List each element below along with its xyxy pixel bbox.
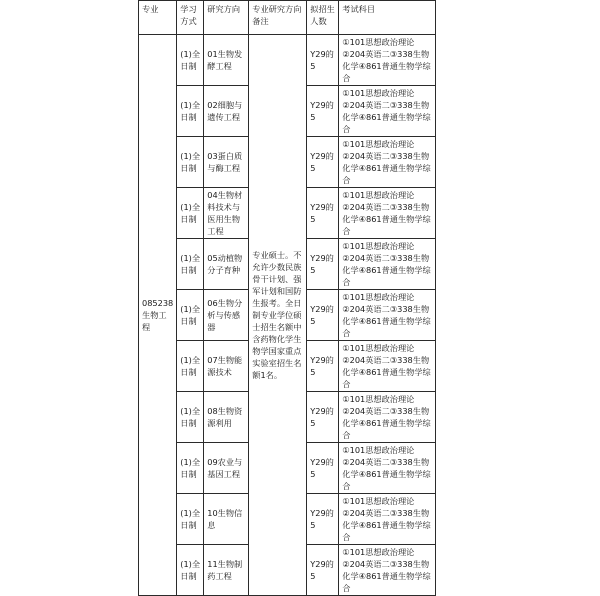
exam-subjects-cell: ①101思想政治理论②204英语二③338生物化学④861普通生物学综合 (339, 86, 436, 137)
quota-cell: Y29的5 (307, 545, 339, 596)
table-row (139, 35, 436, 86)
study-mode-cell: (1)全日制 (177, 35, 204, 86)
research-direction-cell: 07生物能源技术 (204, 341, 249, 392)
research-direction-cell: 02细胞与遗传工程 (204, 86, 249, 137)
quota-cell: Y29的5 (307, 137, 339, 188)
exam-subjects-cell: ①101思想政治理论②204英语二③338生物化学④861普通生物学综合 (339, 188, 436, 239)
quota-cell: Y29的5 (307, 443, 339, 494)
research-direction-cell: 08生物资源利用 (204, 392, 249, 443)
admissions-table (138, 0, 436, 596)
quota-cell: Y29的5 (307, 392, 339, 443)
quota-cell: Y29的5 (307, 494, 339, 545)
study-mode-cell: (1)全日制 (177, 494, 204, 545)
direction-notes-cell: 专业硕士。不允许少数民族骨干计划、强军计划和国防生报考。全日制专业学位硕士招生名额中含药物化学生物学国家重点实验室招生名额1名。 (249, 35, 307, 596)
research-direction-cell: 11生物制药工程 (204, 545, 249, 596)
header-exam-subjects: 考试科目 (339, 1, 436, 35)
study-mode-cell: (1)全日制 (177, 392, 204, 443)
exam-subjects-cell: ①101思想政治理论②204英语二③338生物化学④861普通生物学综合 (339, 494, 436, 545)
quota-cell: Y29的5 (307, 290, 339, 341)
exam-subjects-cell: ①101思想政治理论②204英语二③338生物化学④861普通生物学综合 (339, 35, 436, 86)
header-research-direction: 研究方向 (204, 1, 249, 35)
study-mode-cell: (1)全日制 (177, 341, 204, 392)
study-mode-cell: (1)全日制 (177, 290, 204, 341)
header-planned-enrollment: 拟招生人数 (307, 1, 339, 35)
header-study-mode: 学习方式 (177, 1, 204, 35)
header-major: 专业 (139, 1, 177, 35)
exam-subjects-cell: ①101思想政治理论②204英语二③338生物化学④861普通生物学综合 (339, 341, 436, 392)
quota-cell: Y29的5 (307, 188, 339, 239)
quota-cell: Y29的5 (307, 35, 339, 86)
exam-subjects-cell: ①101思想政治理论②204英语二③338生物化学④861普通生物学综合 (339, 392, 436, 443)
exam-subjects-cell: ①101思想政治理论②204英语二③338生物化学④861普通生物学综合 (339, 290, 436, 341)
research-direction-cell: 10生物信息 (204, 494, 249, 545)
exam-subjects-cell: ①101思想政治理论②204英语二③338生物化学④861普通生物学综合 (339, 137, 436, 188)
major-cell: 085238生物工程 (139, 35, 177, 596)
study-mode-cell: (1)全日制 (177, 137, 204, 188)
research-direction-cell: 05动植物分子育种 (204, 239, 249, 290)
exam-subjects-cell: ①101思想政治理论②204英语二③338生物化学④861普通生物学综合 (339, 545, 436, 596)
study-mode-cell: (1)全日制 (177, 443, 204, 494)
quota-cell: Y29的5 (307, 341, 339, 392)
research-direction-cell: 09农业与基因工程 (204, 443, 249, 494)
quota-cell: Y29的5 (307, 239, 339, 290)
research-direction-cell: 03蛋白质与酶工程 (204, 137, 249, 188)
study-mode-cell: (1)全日制 (177, 86, 204, 137)
quota-cell: Y29的5 (307, 86, 339, 137)
study-mode-cell: (1)全日制 (177, 545, 204, 596)
header-direction-notes: 专业研究方向备注 (249, 1, 307, 35)
research-direction-cell: 06生物分析与传感器 (204, 290, 249, 341)
study-mode-cell: (1)全日制 (177, 239, 204, 290)
study-mode-cell: (1)全日制 (177, 188, 204, 239)
research-direction-cell: 01生物发酵工程 (204, 35, 249, 86)
exam-subjects-cell: ①101思想政治理论②204英语二③338生物化学④861普通生物学综合 (339, 239, 436, 290)
research-direction-cell: 04生物材料技术与医用生物工程 (204, 188, 249, 239)
exam-subjects-cell: ①101思想政治理论②204英语二③338生物化学④861普通生物学综合 (339, 443, 436, 494)
header-row (139, 1, 436, 35)
